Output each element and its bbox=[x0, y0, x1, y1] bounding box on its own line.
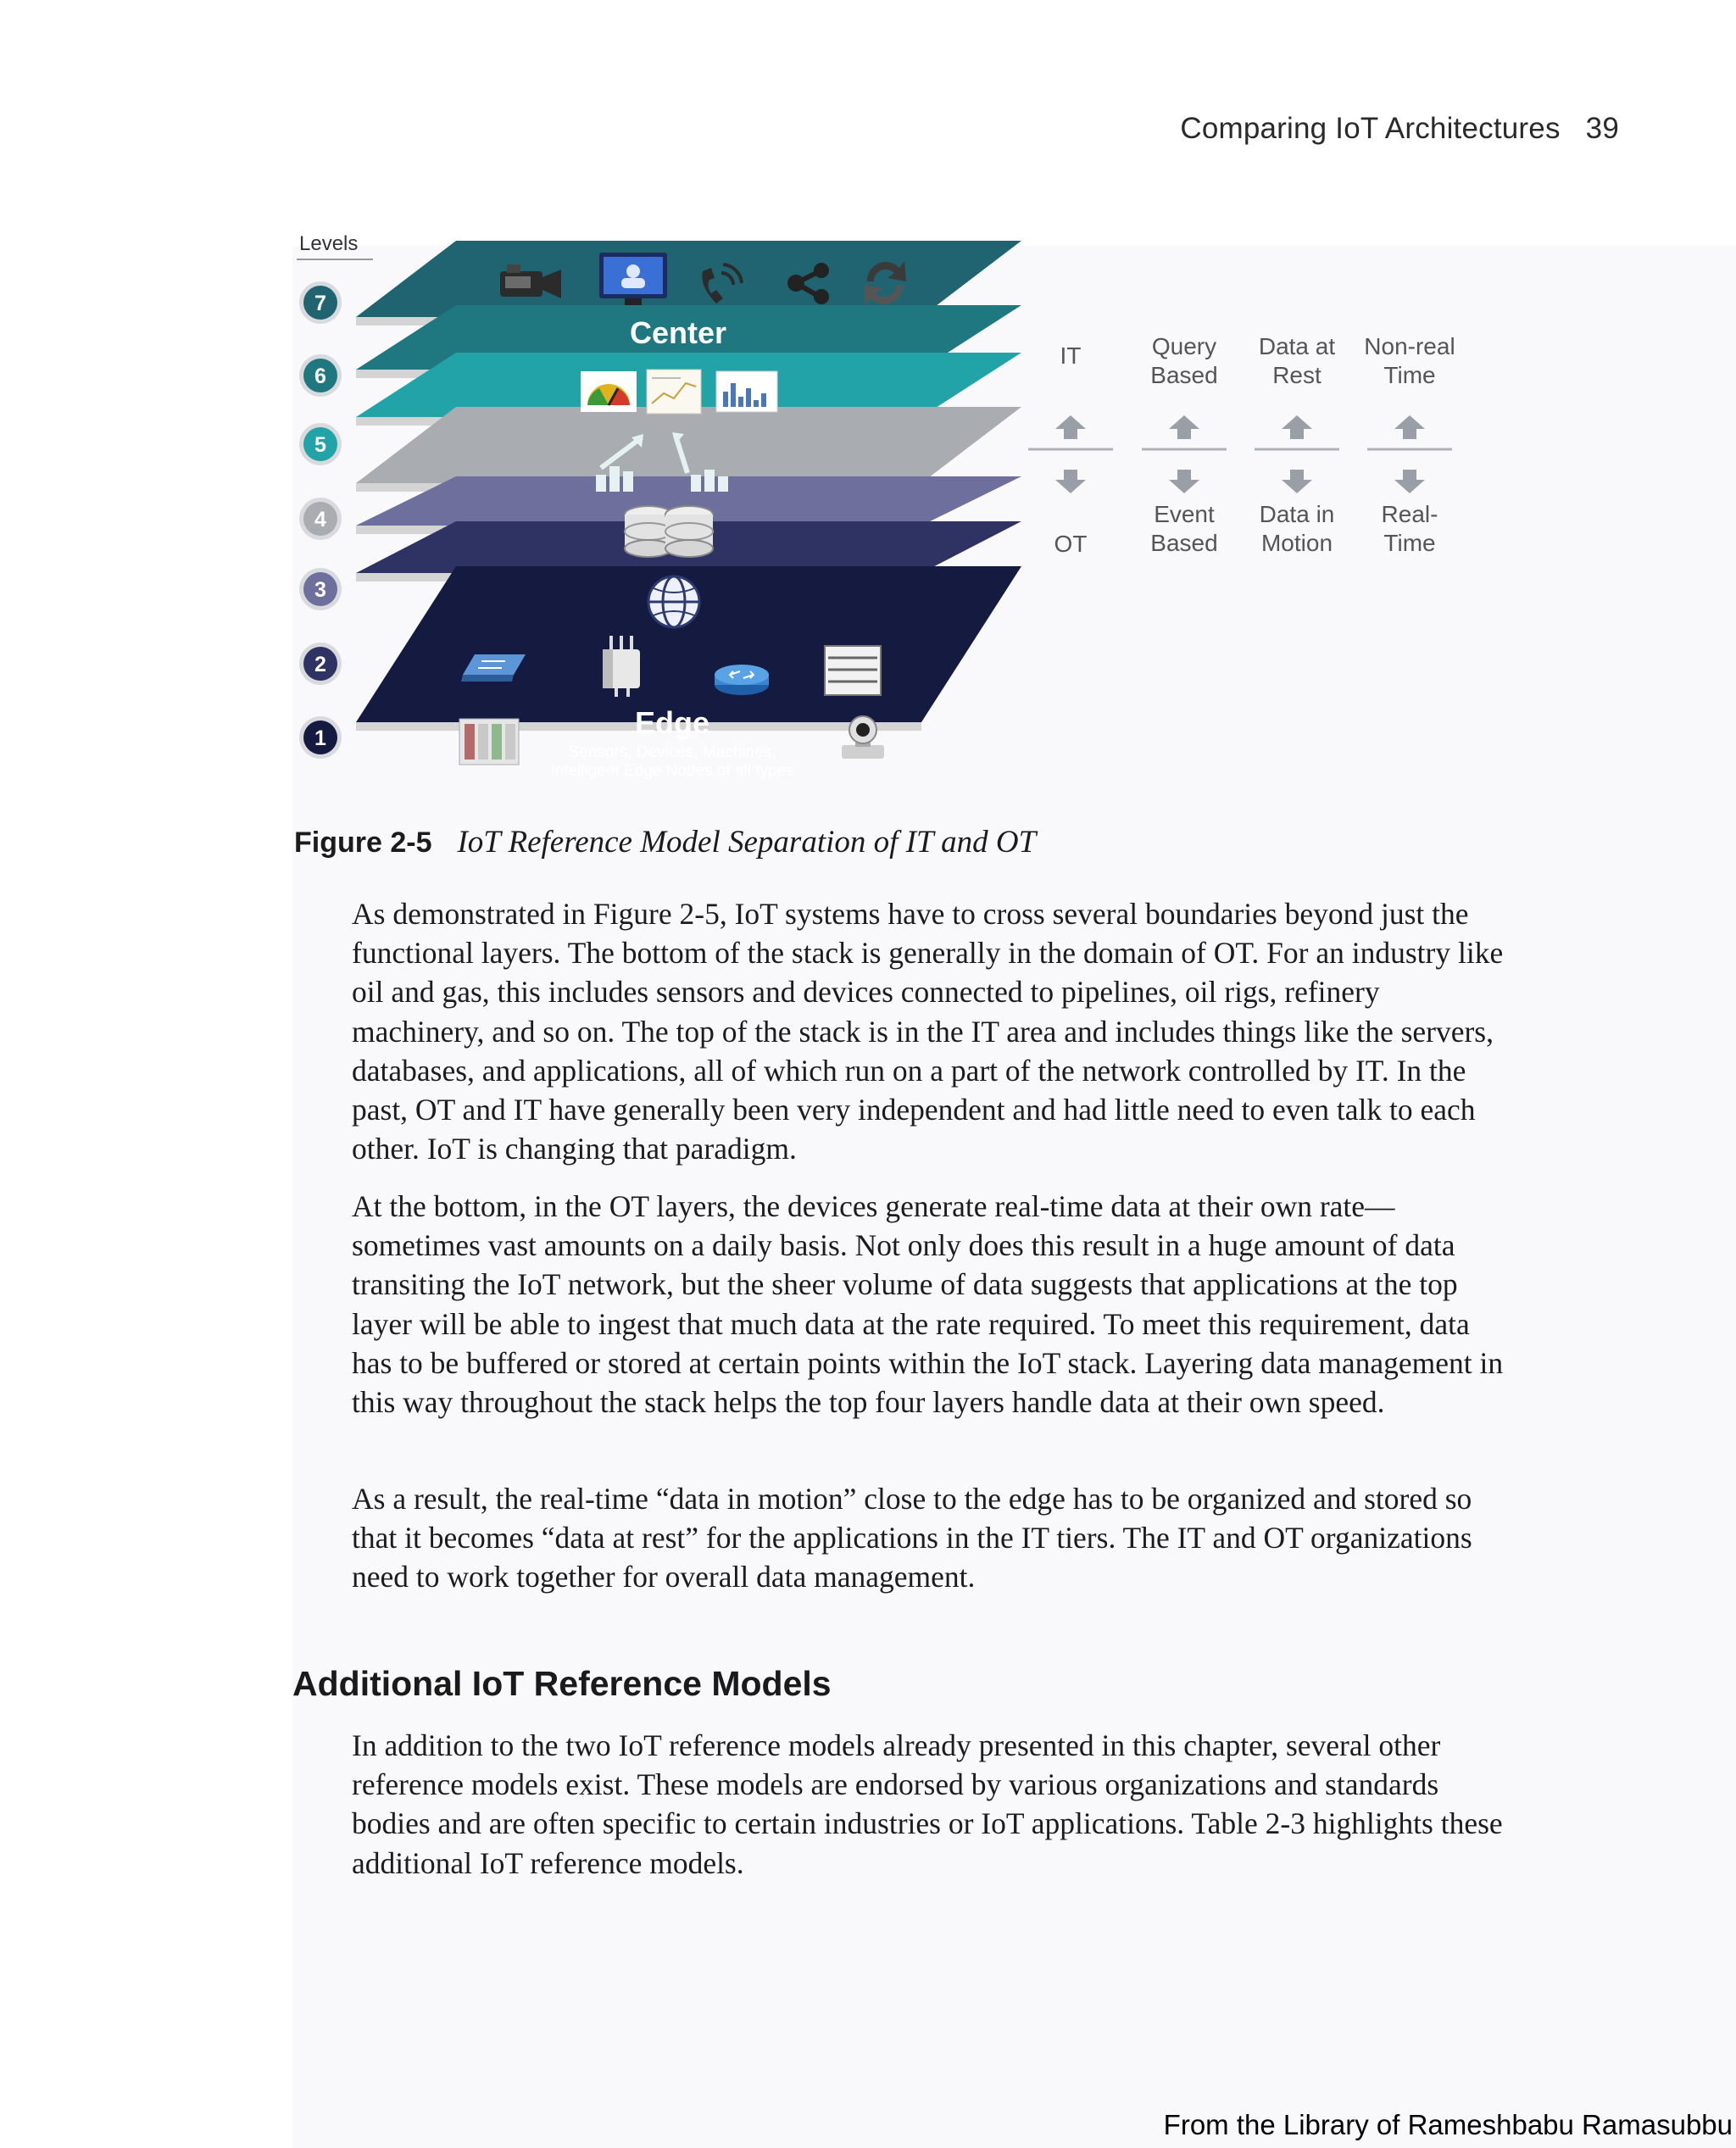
controller-icon bbox=[459, 719, 519, 765]
level-badge-6 bbox=[299, 354, 342, 397]
layer-stack bbox=[356, 241, 1021, 731]
paragraph-3: As a result, the real-time “data in motion” close to the edge has to be organized and stored so that it becomes “data at rest” for the applications in the IT tiers. The IT and OT organizations need to work together for overall data management. bbox=[352, 1482, 1472, 1594]
up-arrow-icon bbox=[1169, 415, 1199, 439]
up-arrow-icon bbox=[1282, 415, 1312, 439]
level-number: 6 bbox=[314, 364, 326, 388]
monitor-icon bbox=[599, 253, 667, 305]
level-number: 3 bbox=[314, 578, 326, 602]
column-top-label: Based bbox=[1150, 362, 1218, 388]
edge-sublabel-1: Sensors, Devices, Machines, bbox=[568, 743, 776, 761]
up-arrow-icon bbox=[1055, 415, 1086, 439]
column-top-label: Rest bbox=[1272, 362, 1321, 388]
level-number: 5 bbox=[314, 433, 326, 457]
level-badge-3 bbox=[299, 568, 342, 610]
running-header bbox=[1180, 112, 1619, 146]
section-heading: Additional IoT Reference Models bbox=[292, 1664, 832, 1703]
bar-chart-icon bbox=[716, 371, 777, 412]
down-arrow-icon bbox=[1282, 470, 1312, 493]
level-badge-4 bbox=[299, 498, 342, 540]
column-bottom-label: Motion bbox=[1260, 530, 1333, 556]
level-badge-2 bbox=[299, 643, 342, 685]
center-label: Center bbox=[629, 315, 727, 350]
figure-canvas bbox=[292, 229, 1479, 805]
column-bottom-label: Data in bbox=[1259, 501, 1335, 527]
edge-label: Edge bbox=[634, 705, 710, 740]
running-title: Comparing IoT Architectures bbox=[1180, 112, 1561, 145]
column-bottom-label: Based bbox=[1150, 530, 1218, 556]
column-bottom-label: OT bbox=[1054, 531, 1088, 557]
page-number: 39 bbox=[1585, 112, 1619, 145]
level-number: 1 bbox=[314, 726, 326, 750]
globe-icon bbox=[648, 576, 699, 627]
paragraph-2: At the bottom, in the OT layers, the devices generate real-time data at their own rate—sometimes vast amounts on a daily basis. Not only does this result in a huge amount of data transiting the IoT network, but the sheer volume of data suggests that applications at the top layer will be able to ingest that much data at the rate required. To meet this requirement, data has to be buffered or stored at certain points within the IoT stack. Layering data management in this way throughout the stack helps the top four layers handle data at their own speed. bbox=[352, 1189, 1504, 1420]
gauge-icon bbox=[581, 371, 637, 412]
database-icon bbox=[625, 506, 713, 557]
figure-caption bbox=[294, 824, 1036, 860]
level-number: 2 bbox=[314, 653, 326, 676]
library-footer: From the Library of Rameshbabu Ramasubbu bbox=[1163, 2109, 1733, 2140]
server-rack-icon bbox=[825, 646, 881, 695]
down-arrow-icon bbox=[1055, 470, 1086, 493]
column-bottom-label: Event bbox=[1154, 501, 1215, 527]
column-bottom-label: Real- bbox=[1381, 501, 1438, 527]
column-2 bbox=[1142, 333, 1227, 556]
figure-title: IoT Reference Model Separation of IT and OT bbox=[457, 825, 1037, 860]
level-badges bbox=[299, 281, 342, 759]
level-badge-1 bbox=[299, 716, 342, 759]
down-arrow-icon bbox=[1394, 470, 1425, 493]
up-arrow-icon bbox=[1394, 415, 1425, 439]
column-1 bbox=[1028, 342, 1113, 557]
column-top-label: IT bbox=[1060, 342, 1082, 369]
report-icon bbox=[647, 370, 701, 414]
column-top-label: Data at bbox=[1258, 333, 1336, 359]
levels-title: Levels bbox=[299, 232, 359, 255]
column-3 bbox=[1255, 333, 1339, 556]
column-top-label: Query bbox=[1151, 333, 1217, 359]
figure-iot-reference-model bbox=[292, 229, 1479, 805]
level-badge-7 bbox=[299, 281, 342, 324]
figure-number: Figure 2-5 bbox=[294, 826, 432, 859]
column-bottom-label: Time bbox=[1383, 530, 1436, 556]
paragraph-1: As demonstrated in Figure 2-5, IoT systems have to cross several boundaries beyond just the functional layers. The bottom of the stack is generally in the domain of OT. For an industry like oil and gas, this includes sensors and devices connected to pipelines, oil rigs, refinery machinery, and so on. The top of the stack is in the IT area and includes things like the servers, databases, and applications, all of which run on a part of the network controlled by IT. In the past, OT and IT have generally been very independent and had little need to even talk to each other. IoT is changing that paradigm. bbox=[352, 897, 1504, 1166]
column-top-label: Non-real bbox=[1364, 333, 1455, 359]
column-4 bbox=[1364, 333, 1455, 556]
column-top-label: Time bbox=[1383, 362, 1436, 388]
it-ot-columns bbox=[1028, 333, 1455, 557]
down-arrow-icon bbox=[1169, 470, 1199, 493]
level-number: 7 bbox=[314, 292, 326, 315]
level-number: 4 bbox=[314, 508, 326, 531]
router-icon bbox=[715, 665, 769, 695]
paragraph-4: In addition to the two IoT reference models already presented in this chapter, several other reference models exist. These models are endorsed by various organizations and standards bodies and are often specific to certain industries or IoT applications. Table 2-3 highlights these additional IoT reference models. bbox=[352, 1728, 1503, 1880]
edge-sublabel-2: Intelligent Edge Nodes of all types bbox=[550, 762, 794, 780]
level-badge-5 bbox=[299, 423, 342, 465]
